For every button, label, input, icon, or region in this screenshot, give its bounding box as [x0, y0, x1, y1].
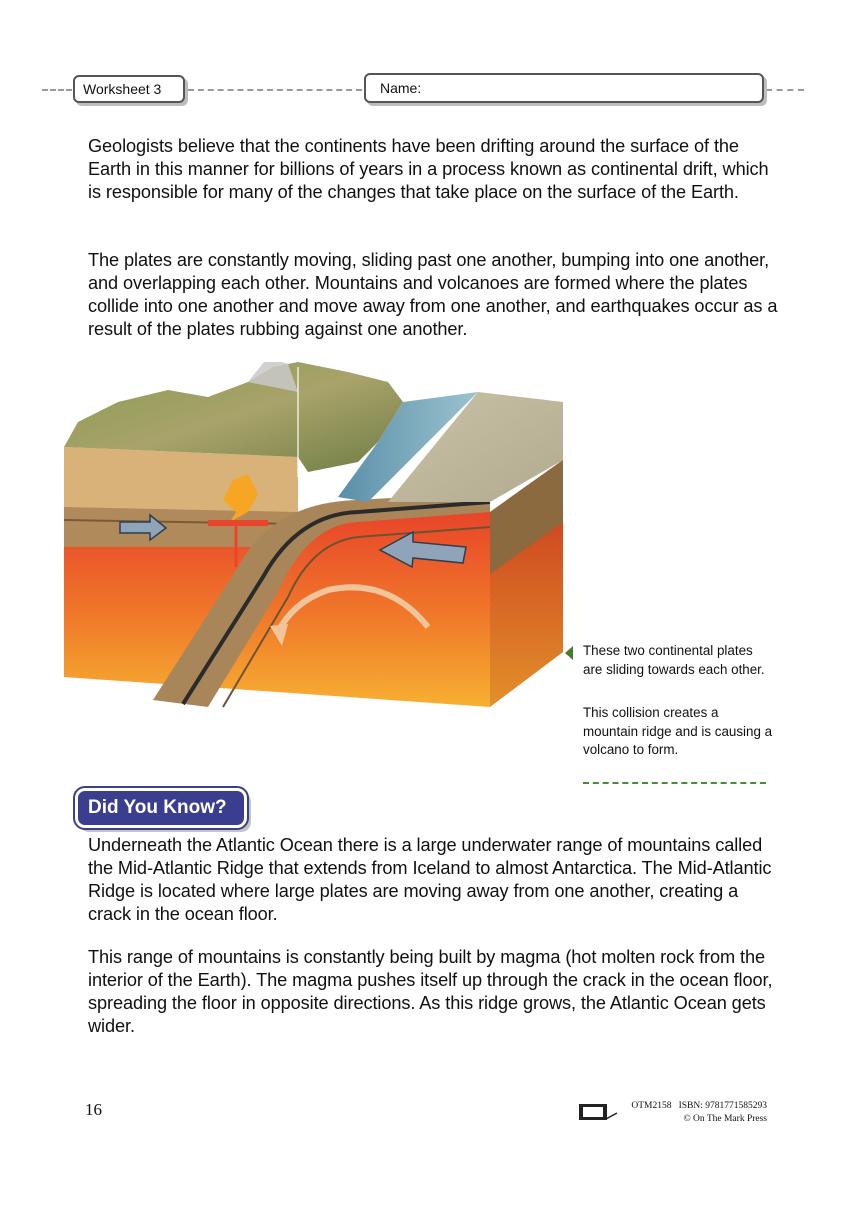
caption-pointer-icon [565, 646, 573, 660]
did-you-know-paragraph-1: Underneath the Atlantic Ocean there is a large underwater range of mountains called the Mid-Atlantic Ridge that extends from Iceland to almost Antarctica. The Mid-Atlantic Ridge is located where large plates are moving away from one another, creating a crack in the ocean floor. [88, 835, 772, 924]
did-you-know-paragraph-2: This range of mountains is constantly being built by magma (hot molten rock from the interior of the Earth). The magma pushes itself up through the crack in the ocean floor, spreading the floor in opposite directions. As this ridge grows, the Atlantic Ocean gets wider. [88, 947, 773, 1036]
book-logo-icon [578, 1101, 618, 1123]
isbn: ISBN: 9781771585293 [678, 1101, 767, 1111]
did-you-know-heading: Did You Know? [75, 788, 247, 828]
product-code: OTM2158 [631, 1101, 672, 1111]
figure-caption-1: These two continental plates are sliding towards each other. [583, 643, 765, 677]
intro-paragraph-2: The plates are constantly moving, sliding past one another, bumping into one another, and overlapping each other. Mountains and volcanoes are formed where the plates collide into one another and move away from one another, and earthquakes occur as a result of the plates rubbing against one another. [88, 250, 778, 339]
figure-caption-2: This collision creates a mountain ridge and is causing a volcano to form. [583, 705, 773, 757]
header-divider-right [766, 89, 804, 91]
page-number: 16 [85, 1100, 102, 1119]
continental-crust [64, 447, 298, 547]
header-divider-middle [188, 89, 362, 91]
copyright: © On The Mark Press [683, 1114, 767, 1124]
plate-tectonics-illustration [58, 362, 618, 762]
caption-divider [583, 782, 766, 784]
publisher-info [622, 1100, 767, 1126]
block-right-side [490, 460, 563, 707]
name-field[interactable]: Name: [364, 73, 764, 103]
intro-paragraph-1: Geologists believe that the continents have been drifting around the surface of the Earth in this manner for billions of years in a process known as continental drift, which is responsible for many of the changes that take place on the surface of the Earth. [88, 136, 769, 202]
header-divider-left [42, 89, 72, 91]
worksheet-label: Worksheet 3 [73, 75, 185, 103]
